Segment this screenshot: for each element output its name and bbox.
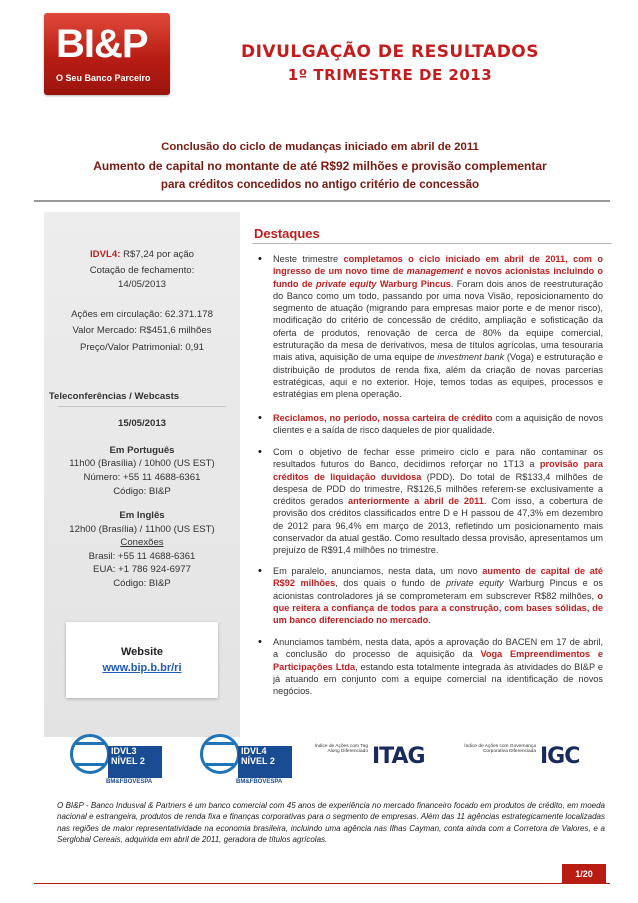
bullet-icon: • — [258, 636, 262, 648]
lead-line-3: para créditos concedidos no antigo critério de concessão — [160, 178, 480, 191]
portuguese-time: 11h00 (Brasília) / 10h00 (US EST) — [69, 458, 215, 469]
website-link[interactable]: www.bip.b.br/ri — [102, 662, 182, 674]
english-time: 12h00 (Brasília) / 11h00 (US EST) — [69, 524, 215, 535]
logo-tagline: O Seu Banco Parceiro — [56, 73, 151, 83]
badge-level: NÍVEL 2 — [111, 756, 145, 766]
bullet-icon: • — [258, 412, 262, 424]
ticker-line — [44, 248, 240, 261]
highlight-paragraph-4: Em paralelo, anunciamos, nesta data, um novo aumento de capital de até R$92 milhões, dos quais o fundo de private equity Warburg Pincus e os acionistas controladores já se comprometeram em subscrever R$82 milhões, o que reitera a confiança de todos para a construção, com bases sólidas, de um banco diferenciado no mercado. — [273, 566, 604, 626]
portuguese-number: Número: +55 11 4688-6361 — [83, 472, 201, 483]
sidebar-divider — [58, 406, 226, 407]
bullet-icon: • — [258, 446, 262, 458]
conference-date: 15/05/2013 — [117, 418, 166, 429]
lead-divider — [34, 200, 610, 202]
footer-disclaimer: O BI&P - Banco Indusval & Partners é um banco comercial com 45 anos de experiência no mercado financeiro focado em produtos de crédito, em moeda nacional e estrangeira, produtos de renda fixa e finanças corporativas para o segmento de empresas. Além das 11 agências estrategicamente localizadas nas regiões de maior representatividade na economia brasileira, incluindo uma agência nas Ilhas Cayman, conta ainda com a Corretora de Valores, e a Serglobal Cereais, adquirida em abril de 2011, geradora de títulos agrícolas. — [57, 801, 605, 845]
portuguese-title: Em Português — [109, 445, 175, 456]
lead-line-2: Aumento de capital no montante de até R$92 milhões e provisão complementar — [93, 159, 547, 173]
idvl4-nivel2-badge — [200, 734, 300, 785]
website-title: Website — [121, 646, 163, 658]
price-book-value: Preço/Valor Patrimonial: 0,91 — [79, 342, 205, 353]
footer-divider — [34, 883, 610, 884]
conference-title: Teleconferências / Webcasts — [48, 391, 180, 402]
english-usa-number: EUA: +1 786 924-6977 — [93, 564, 191, 575]
english-code: Código: BI&P — [113, 578, 171, 589]
highlight-paragraph-3: Com o objetivo de fechar esse primeiro ciclo e para não contaminar os resultados futuros do Banco, decidimos reforçar no 1T13 a provisão para créditos de liquidação duvidosa (PDD). Do total de R$133,4 milhões de despesa de PDD do trimestre, R$126,5 milhões referem-se exclusivamente a créditos gerados anteriormente a abril de 2011. Com isso, a cobertura de provisão dos créditos classificados entre D e H passou de 47,3% em dezembro de 2012 para 96,4% em março de 2013, refletindo um posicionamento mais conservador da atual gestão. Como resultado dessa provisão, apresentamos um prejuízo de R$91,4 milhões no trimestre. — [273, 447, 603, 556]
highlights-divider — [252, 243, 612, 244]
igc-wordmark: IGC — [540, 744, 580, 769]
badge-box — [108, 746, 162, 778]
globe-lines-icon — [206, 742, 234, 766]
badge-box — [238, 746, 292, 778]
itag-logo — [308, 738, 428, 778]
ticker-label: IDVL4: — [90, 249, 121, 260]
market-value: Valor Mercado: R$451,6 milhões — [72, 325, 212, 336]
bullet-icon: • — [258, 565, 262, 577]
quote-date: 14/05/2013 — [117, 279, 166, 290]
badge-exchange: BM&FBOVESPA — [106, 779, 153, 785]
globe-lines-icon — [76, 742, 104, 766]
page-number: 1/20 — [562, 864, 606, 884]
badge-code: IDVL3 — [111, 746, 137, 756]
badge-code: IDVL4 — [241, 746, 267, 756]
highlight-paragraph-1: Neste trimestre completamos o ciclo iniciado em abril de 2011, com o ingresso de um novo time de management e novos acionistas incluindo o fundo de private equity Warburg Pincus. Foram dois anos de reestruturação do Banco como um todo, passando por uma nova Visão, reposicionamento do segmento de atuação (migrando para empresas maior porte e de menor risco), modificação do critério de concessão de crédito, ampliação e sofisticação da oferta de produtos, renovação de cerca de 80% da equipe comercial, estruturação da mesa de derivativos, mesa de títulos agrícolas, uma tesouraria mais ativa, aquisição de uma equipe de investment bank (Voga) e estruturação e distribuição de produtos de renda fixa, além da criação de novas parcerias estratégicas, aqui e no exterior. Hoje, temos todas as equipes, processos e estratégias em plena operação. — [273, 254, 603, 400]
quote-date-label: Cotação de fechamento: — [89, 265, 195, 276]
itag-wordmark: ITAG — [372, 744, 425, 769]
shares-outstanding: Ações em circulação: 62.371.178 — [71, 309, 213, 320]
portuguese-code: Código: BI&P — [113, 486, 171, 497]
logo-mark: BI&P — [56, 22, 148, 66]
highlight-paragraph-2: Reciclamos, no período, nossa carteira de crédito com a aquisição de novos clientes e a saída de risco daqueles de pior qualidade. — [273, 413, 603, 436]
document-period: 1º TRIMESTRE DE 2013 — [287, 66, 493, 84]
english-connections: Conexões — [120, 537, 164, 548]
website-box — [66, 622, 218, 698]
document-title: DIVULGAÇÃO DE RESULTADOS — [241, 42, 539, 62]
english-brasil-number: Brasil: +55 11 4688-6361 — [88, 551, 196, 562]
igc-logo — [460, 738, 590, 778]
ticker-value: R$7,24 por ação — [123, 249, 194, 260]
itag-caption: Índice de Ações com Tag Along Diferenciado — [314, 744, 368, 755]
idvl3-nivel2-badge — [70, 734, 170, 785]
english-title: Em Inglês — [119, 510, 165, 521]
highlights-title: Destaques — [254, 226, 320, 241]
badge-exchange: BM&FBOVESPA — [236, 779, 283, 785]
highlight-paragraph-5: Anunciamos também, nesta data, após a aprovação do BACEN em 17 de abril, a conclusão do processo de aquisição da Voga Empreendimentos e Participações Ltda, estando esta totalmente integrada às atividades do BI&P e já atuando em conjunto com a equipe comercial na identificação de novos negócios. — [273, 637, 603, 697]
igc-caption: Índice de Ações com Governança Corporativa Diferenciada — [464, 744, 536, 755]
bullet-icon: • — [258, 253, 262, 265]
lead-line-1: Conclusão do ciclo de mudanças iniciado em abril de 2011 — [161, 141, 479, 153]
bip-logo — [44, 13, 170, 95]
badge-level: NÍVEL 2 — [241, 756, 275, 766]
sidebar — [44, 212, 240, 737]
